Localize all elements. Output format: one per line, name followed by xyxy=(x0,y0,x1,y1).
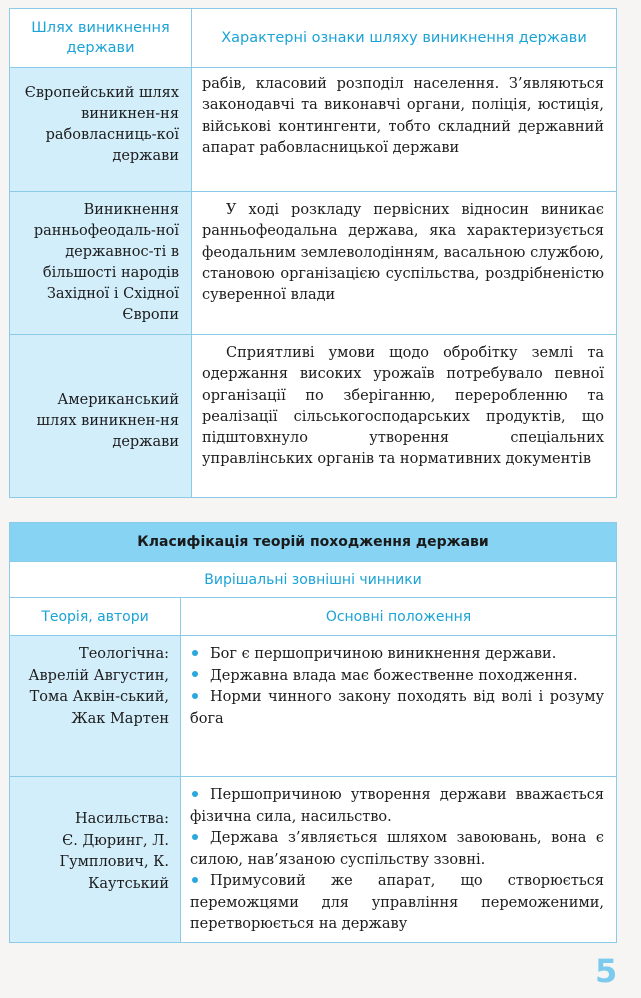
points-cell xyxy=(181,636,617,777)
bullet-icon xyxy=(192,650,198,656)
path-name: Виникнення ранньофеодаль-ної державнос-ті в більшості народів Західної і Східної Європи xyxy=(33,202,179,323)
table-title-row xyxy=(10,523,617,562)
table-row xyxy=(10,335,617,498)
bullet-icon xyxy=(192,671,198,677)
theory-name: Теологічна: xyxy=(79,646,169,662)
theory-authors: Є. Дюринг, Л. Гумплович, К. Каутський xyxy=(59,832,169,892)
bullet-icon xyxy=(192,791,198,797)
list-item: Держава з’являється шляхом завоювань, вона є силою, нав’язаною суспільству ззовні. xyxy=(190,830,605,868)
list-item: Примусовий же апарат, що створюється переможцями для управління переможеними, перетворюється на державу xyxy=(190,873,605,932)
theory-cell xyxy=(10,636,181,777)
header-features: Характерні ознаки шляху виникнення держави xyxy=(192,9,617,68)
table-subtitle-row xyxy=(10,562,617,598)
table-row xyxy=(10,192,617,335)
path-name: Європейський шлях виникнен-ня рабовласниць-кої держави xyxy=(24,85,179,164)
features-cell xyxy=(192,335,617,498)
theory-authors: Аврелій Августин, Тома Аквін-ський, Жак Мартен xyxy=(28,667,169,727)
state-origin-theories-table xyxy=(9,522,617,943)
path-cell xyxy=(10,68,192,192)
table-row xyxy=(10,636,617,777)
list-item: Державна влада має божественне походження. xyxy=(190,666,604,688)
page-number: 5 xyxy=(595,952,618,990)
header-points: Основні положення xyxy=(181,598,617,636)
features-text: У ході розкладу первісних відносин виникає ранньофеодальна держава, яка характеризується феодальним землеволодінням, васальною службою, становою організацією суспільства, роздрібненістю суверенної влади xyxy=(202,202,604,304)
table-subtitle: Вирішальні зовнішні чинники xyxy=(10,562,617,598)
bullet-icon xyxy=(192,693,198,699)
features-text: Сприятливі умови щодо обробітку землі та одержання високих урожаїв потребувало певної організації по зберіганню, переробленню та реалізації сільськогосподарських продуктів, що підштовхнуло утворення спеціальних управлінських органів та нормативних документів xyxy=(202,345,604,468)
list-item: Норми чинного закону походять від волі і розуму бога xyxy=(190,689,605,727)
list-item: Першопричиною утворення держави вважається фізична сила, насильство. xyxy=(190,787,605,825)
table-header-row xyxy=(10,598,617,636)
path-name: Американський шлях виникнен-ня держави xyxy=(36,391,179,450)
bullet-icon xyxy=(192,834,198,840)
bullet-icon xyxy=(192,877,198,883)
table-row xyxy=(10,777,617,943)
theory-name: Насильства: xyxy=(74,811,169,828)
table-header-row xyxy=(10,9,617,68)
features-cell xyxy=(192,68,617,192)
features-cell xyxy=(192,192,617,335)
points-cell xyxy=(181,777,617,943)
path-cell xyxy=(10,335,192,498)
header-path: Шлях виникнення держави xyxy=(10,9,192,68)
list-item: Бог є першопричиною виникнення держави. xyxy=(190,644,604,666)
path-cell xyxy=(10,192,192,335)
features-text: рабів, класовий розподіл населення. З’являються законодавчі та виконавчі органи, поліція, юстиція, військові контингенти, тобто складний державний апарат рабовласницької держави xyxy=(202,76,604,156)
table-row xyxy=(10,68,617,192)
table-title: Класифікація теорій походження держави xyxy=(10,523,617,562)
state-origin-paths-table xyxy=(9,8,617,498)
theory-cell xyxy=(10,777,181,943)
header-theory: Теорія, автори xyxy=(10,598,181,636)
